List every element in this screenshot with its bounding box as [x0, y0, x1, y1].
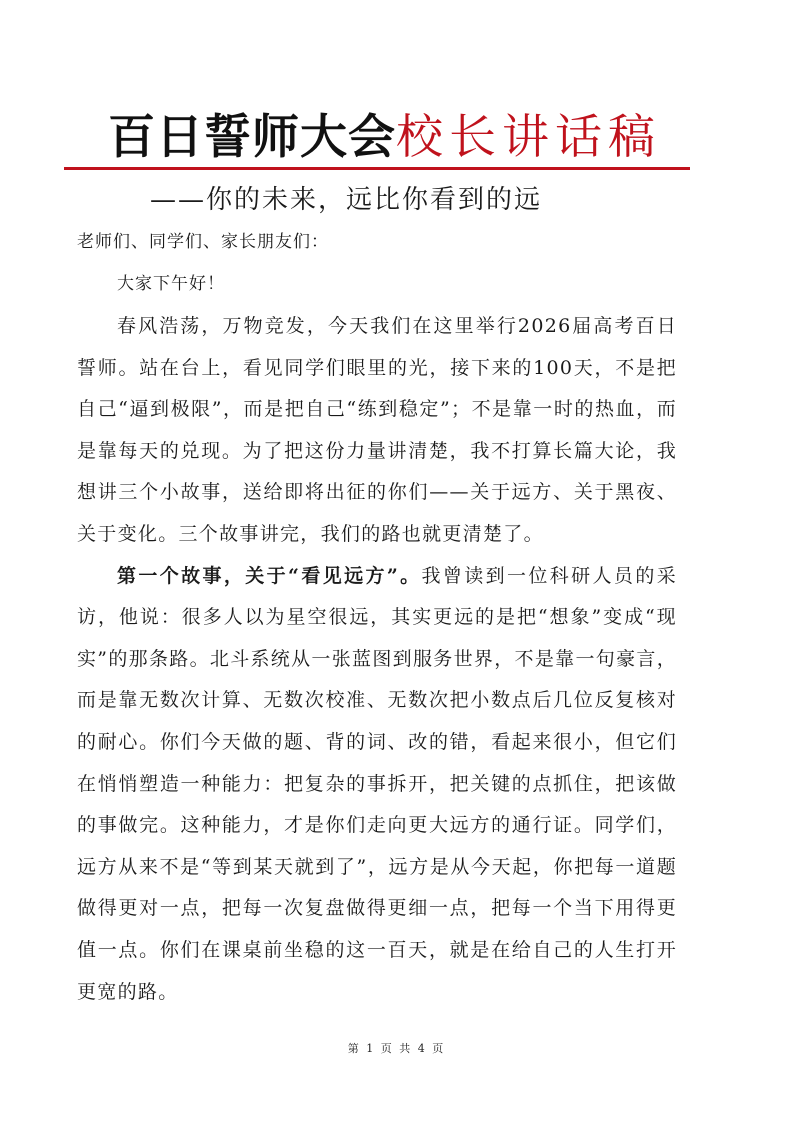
salutation: 老师们、同学们、家长朋友们： — [77, 232, 329, 252]
paragraph-opening: 春风浩荡，万物竞发，今天我们在这里举行2026届高考百日誓师。站在台上，看见同学们眼里的光，接下来的100天，不是把自己“逼到极限”，而是把自己“练到稳定”；不是靠一时的热血，而是靠每天的兑现。为了把这份力量讲清楚，我不打算长篇大论，我想讲三个小故事，送给即将出征的你们——关于远方、关于黑夜、关于变化。三个故事讲完，我们的路也就更清楚了。 — [77, 315, 677, 545]
page-footer: 第 1 页 共 4 页 — [347, 1042, 446, 1055]
document-subtitle: ——你的未来，远比你看到的远 — [150, 185, 543, 215]
paragraph-story-one — [77, 556, 677, 1014]
story-one-heading: 第一个故事，关于“看见远方”。 — [117, 564, 422, 587]
title-main: 百日誓师大会 — [108, 110, 396, 165]
document-body — [77, 226, 677, 1013]
document-title — [108, 108, 661, 168]
story-one-text: 我曾读到一位科研人员的采访，他说：很多人以为星空很远，其实更远的是把“想象”变成“现实”的那条路。北斗系统从一张蓝图到服务世界，不是靠一句豪言，而是靠无数次计算、无数次校准、无数次把小数点后几位反复核对的耐心。你们今天做的题、背的词、改的错，看起来很小，但它们在悄悄塑造一种能力：把复杂的事拆开，把关键的点抓住，把该做的事做完。这种能力，才是你们走向更大远方的通行证。同学们，远方从来不是“等到某天就到了”，远方是从今天起，你把每一道题做得更对一点，把每一次复盘做得更细一点，把每一个当下用得更值一点。你们在课桌前坐稳的这一百天，就是在给自己的人生打开更宽的路。 — [77, 564, 677, 1003]
title-underline-divider — [64, 167, 690, 170]
greeting: 大家下午好！ — [117, 274, 225, 294]
title-highlight: 校长讲话稿 — [396, 110, 661, 165]
